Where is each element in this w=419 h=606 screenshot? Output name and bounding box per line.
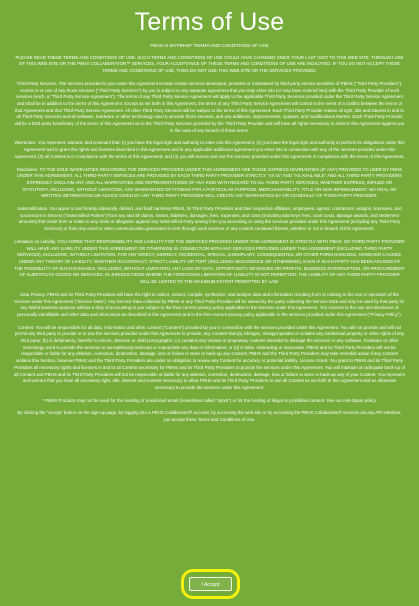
terms-subtitle: PBHS IS MYPBHSP TERMS AND CONDITIONS OF USE [150,43,269,48]
accept-button-highlight [181,569,240,599]
terms-paragraph-limitation-liability: Limitation on Liability. YOU AGREE THAT RESPONSIBILITY AND LIABILITY FOR THE SERVICES PROVIDED UNDER THIS AGREEMENT IS STRICTLY WITH PBHS. NO THIRD PARTY PROVIDER WILL HAVE ANY LIABILITY UNDER THIS AGREEMENT OR OTHERWISE IN CONNECTION WITH ANY SERVICES PROVIDED UNDER THIS AGREEMENT (INCLUDING THIRD PARTY SERVICES), INCLUDING, WITHOUT LIMITATION, FOR ANY DIRECT, INDIRECT, INCIDENTAL, SPECIAL, EXEMPLARY, CONSEQUENTIAL OR OTHER FORM DAMAGES, HOWEVER CAUSED, UNDER ANY THEORY OF LIABILITY, WHETHER IN CONTRACT, STRICT LIABILITY OR TORT (INCLUDING NEGLIGENCE OR OTHERWISE), EVEN IF SUCH PARTY HAS BEEN ADVISED OF THE POSSIBILITY OF SUCH DAMAGES, INCLUDING, WITHOUT LIMITATION, ANY LOSS OF DATA, OPPORTUNITY, REVENUES OR PROFITS, BUSINESS INTERRUPTION, OR PROCUREMENT OF SUBSTITUTE GOODS OR SERVICES. IN JURISDICTIONS WHERE THE FOREGOING LIMITATION OF LIABILITY IS NOT PERMITTED, THE LIABILITY OF ANY THIRD PARTY PROVIDER WILL BE LIMITED TO THE MAXIMUM EXTENT PERMITTED BY LAW. [14,238,405,285]
terms-paragraph-intro: PLEASE READ THESE TERMS AND CONDITIONS OF USE. SUCH TERMS AND CONDITIONS OF USE COULD HAVE CHANGED SINCE YOUR LAST VISIT TO THIS WEB SITE. THROUGH USE OF THIS WEB SITE OR THE PBHS COLLABORATOR™ SERVICES, YOUR ACCEPTANCE OF THESE TERMS AND CONDITIONS OF USE ARE INDICATED. IF YOU DO NOT ACCEPT THESE TERMS AND CONDITIONS OF USE, THEN DO NOT USE THIS WEB SITE OR THE SERVICES PROVIDED. [15,54,404,74]
terms-paragraph-disclaimer: Disclaimer. TO THE SOLE WARRANTIES REGARDING THE SERVICES PROVIDED UNDER THIS AGREEMENT ARE THOSE EXPRESS WARRANTIES (IF ANY) PROVIDED TO USER BY PBHS UNDER THIS AGREEMENT. ALL THIRD-PARTY SERVICES ARE PROVIDED BY EACH THIRD PARTY PROVIDER STRICTLY "AS IS" AND "AS AVAILABLE" AND ALL THIRD PARTY PROVIDERS EXPRESSLY DISCLAIM ANY AND ALL WARRANTIES AND REPRESENTATIONS OF ANY KIND WITH REGARD TO ALL THIRD PARTY SERVICES, WHETHER EXPRESS, IMPLIED OR STATUTORY, INCLUDING, WITHOUT LIMITATION, ANY WARRANTIES OF FITNESS FOR A PARTICULAR PURPOSE, MERCHANTABILITY, TITLE OR NON-INFRINGEMENT. NO ORAL OR WRITTEN INFORMATION OR ADVICE GIVEN BY ANY THIRD PARTY PROVIDER WILL CREATE ANY WARRANTIES BY OR ON BEHALF OF THIRD PARTY PROVIDER. [16,166,403,199]
terms-paragraph-third-party-services: Third-Party Services. The services provided to you under this Agreement include certain services developed, provided or maintained by third-party service providers of PBHS ("Third Party Providers"). Access to or use of any those services ("Third Party Services") by you is subject to any separate agreement that you may enter into (or may have entered into) with the Third Party Provider of such services (each, a "Third Party Service Agreement"). The terms of any Third Party Service Agreement will apply to the applicable Third Party Services provided under the Third Party Service Agreement and shall be in addition to the terms of this Agreement. Except as set forth in this Agreement, the terms of any Third Party Service Agreement will control in the event of a conflict between the terms of that Agreement and that Third Party Service Agreement. All other Third Party Services will be subject to the terms of this Agreement. Each Third Party Provider retains all right, title and interest in and to all Third Party Services and all software, hardware or other technology used to provide those services, and any additions, improvements, updates, and modifications thereto. Each Third Party Provider will be a third-party beneficiary of the terms of this Agreement as to the Third Party Services provided by the Third Party Provider and will have all rights necessary to enforce this Agreement against you in the case of any breach of those terms. [14,80,405,133]
terms-paragraph-warranties: Warranties. You represent, warrant, and covenant that: (i) you have the legal right and authority to enter into this Agreement; (2) you have the legal right and authority to perform its obligations under this Agreement and to grant the rights and licenses described in this Agreement and in any applicable additional agreement you enter into in connection with any of the services provided under this Agreement; (3) all Content is in compliance with the terms of this Agreement; and (4) you will access and use the services provided under this Agreement in compliance with the terms of this Agreement. [14,140,405,159]
page-title: Terms of Use [134,8,285,36]
terms-paragraph-spam-note: * PBHS Products may not be used for the sending of unsolicited email (sometimes called "spam") or for the hosting of illegal or prohibited content. See our Anti-Spam policy. [42,397,377,403]
terms-paragraph-data-privacy: Data Privacy. PBHS and its Third Party Providers will have the right to collect, extract, compile, synthesize, and analyze data and information resulting from or relating to the use or operation of the services under this Agreement ("Service Data"). Any Service Data collected by PBHS or any Third Party Provider will be owned by the party collecting the Service Data and may be used by that party for any lawful business purpose without a duty of accounting to you subject to the then current privacy policy applicable to the services under this Agreement. You consent to the use and disclosure of personally identifiable and other data and information as described in this Agreement and in the then-current privacy policy applicable to the services provided under this Agreement ("Privacy Policy"). [14,291,405,317]
terms-content[interactable] [14,43,405,567]
terms-paragraph-content: Content. You will be responsible for all data, information and other content ("Content") provided by you in connection with the services provided under this Agreement. You will not provide and will not permit any third party to provide or to use the services provided under this Agreement to provide, any Content that (a) infringes, misappropriates or violates any intellectual property or other rights of any third party; (b) is defamatory, harmful to minors, obscene or child pornographic; (c) contains any viruses or proprietary routines intended to damage the services or any software, hardware or other technology used to provide the services or surreptitiously intercept or expropriate any data or information; or (d) is false, misleading or inaccurate. PBHS and its Third Party Providers will not be responsible or liable for any deletion, correction, destruction, damage, loss or failure to store or back-up any Content. PBHS and the Third Party Providers may take remedial action if any Content violates this Section, however PBHS and the Third Party Providers are under no obligation to review any Content for accuracy or potential liability. License Grant. You grant to PBHS and its Third Party Providers all necessary rights and licenses in and to all Content necessary for PBHS and its Third Party Providers to provide the services under this Agreement. You will maintain an adequate back-up of all Content and PBHS and its Third Party Providers will not be responsible or liable for any deletion, correction, destruction, damage, loss or failure to store or back-up any of your Content. You represent and warrant that you have all necessary right, title, interest and consent necessary to allow PBHS and its Third Party Providers to use all Content as set forth in this Agreement and as otherwise necessary to provide the services under this Agreement. [14,324,405,390]
accept-button[interactable]: I Accept [189,577,232,591]
terms-paragraph-indemnification: Indemnification. You agree to and hereby indemnify, defend, and hold harmless PBHS, its Third Party Providers and their respective affiliates, employees, agents, contractors, assigns, licensees, and successors in interest ("Indemnified Parties") from any and all claims, losses, liabilities, damages, fees, expenses, and costs (including attorneys' fees, court costs, damage awards, and settlement amounts) that result from or relate to any claim or allegation against any Indemnified Party arising from you accessing or using the services provided under this Agreement (including any Third Party Services) or from any email or other communication generated or sent through such services or any content contained therein, whether or not in breach of this Agreement. [17,206,402,232]
terms-paragraph-acceptance: By clicking the "accept" button on the sign-up page, by logging into a PBHS Collaborator® account, by accessing the web site or by accessing the PBHS Collaborator® services via any API interface, you accept these Terms and Conditions of Use. [17,410,402,423]
